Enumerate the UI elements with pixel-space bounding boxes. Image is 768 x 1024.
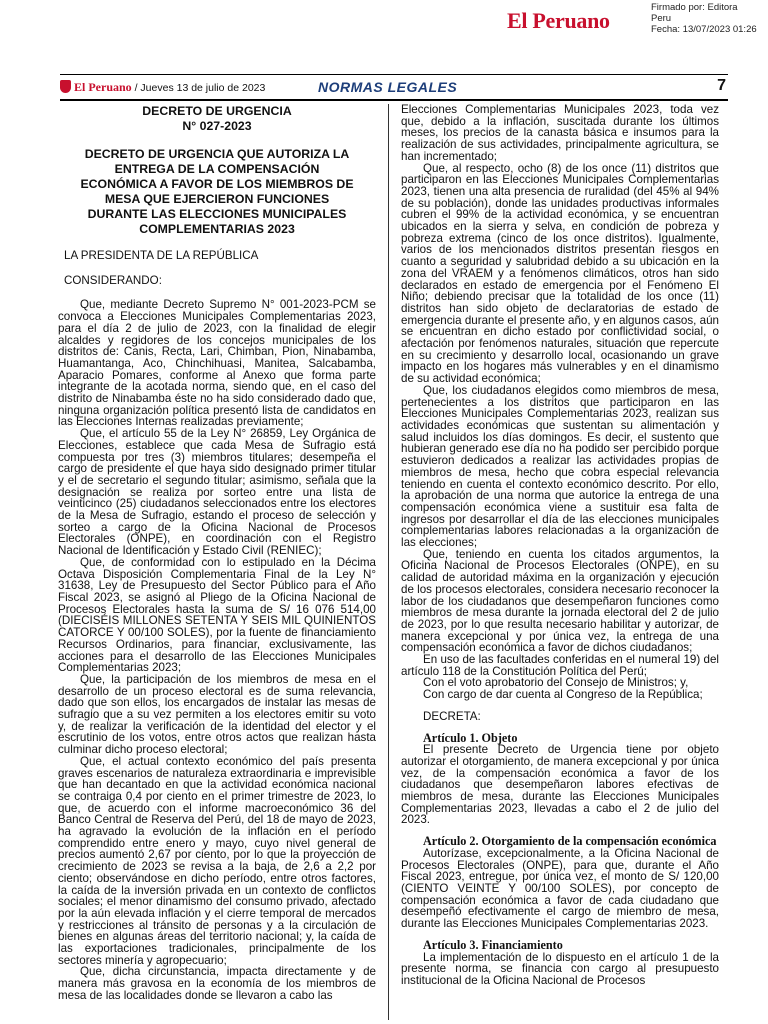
paragraph: Que, al respecto, ocho (8) de los once (11) distritos que participaron en las Elecciones Municipales Complementarias 2023, tienen una alta presencia de ruralidad (del 45% al 94% de su población), donde las unidades productivas informales cubren el 99% de la actividad económica, y se encuentran ubicados en la sierra y selva, en condición de pobreza y pobreza extrema (cinco de los once distritos). Igualmente, varios de los mencionados distritos presentan riesgos en cuanto a seguridad y salubridad debido a su ubicación en la zona del VRAEM y a fenómenos climáticos, otros han sido declarados en estado de emergencia por el Fenómeno El Niño; debiendo precisar que la totalidad de los once (11) distritos han sido objeto de declaratorias de estado de emergencia durante el presente año, y en algunos casos, aún se encuentran en dicho estado por conflictividad social, o afectación por fenómenos naturales, situación que repercute en su crecimiento y desarrollo local, ocasionando un grave impacto en los hogares más vulnerables y en el dinamismo de su actividad económica; xyxy=(401,161,719,386)
column-divider xyxy=(388,104,389,1020)
signature-logo: El Peruano xyxy=(507,8,610,33)
left-column xyxy=(58,104,376,1002)
article-2-text: Autorízase, excepcionalmente, a la Oficina Nacional de Procesos Electorales (ONPE), para que, durante el Año Fiscal 2023, entregue, por única vez, el monto de S/ 120,00 (CIENTO VEINTE Y 00/100 SOLES), por concepto de compensación económica a favor de cada ciudadano que desempeñó efectivamente el cargo de miembro de mesa, durante las Elecciones Municipales Complementarias 2023. xyxy=(401,846,719,931)
paragraph: Que, mediante Decreto Supremo N° 001-2023-PCM se convoca a Elecciones Municipales Complementarias 2023, para el día 2 de julio de 2023, con la finalidad de elegir alcaldes y regidores de los concejos municipales de los distritos de: Canis, Recta, Lari, Chimban, Pion, Ninabamba, Huamantanga, Aco, Chinchihuasi, Manitea, Salcabamba, Aparacio Pomares, conforme al Anexo que forma parte integrante de la acotada norma, siendo que, en el caso del distrito de Ninabamba éste no ha sido considerado dado que, ninguna organización política presentó lista de candidatos en las Elecciones Internas realizadas previamente; xyxy=(58,298,376,429)
paragraph: En uso de las facultades conferidas en el numeral 19) del artículo 118 de la Constitución Política del Perú; xyxy=(401,653,719,678)
paragraph: Elecciones Complementarias Municipales 2023, toda vez que, debido a la inflación, suscitada durante los últimos meses, los precios de la canasta básica e insumos para la realización de sus actividades, principalmente agricultura, se han incrementado; xyxy=(401,103,719,163)
decree-title: DECRETO DE URGENCIA xyxy=(142,104,292,118)
president-line: LA PRESIDENTA DE LA REPÚBLICA xyxy=(64,249,259,262)
paragraph: Que, de conformidad con lo estipulado en la Décima Octava Disposición Complementaria Final de la Ley N° 31638, Ley de Presupuesto del Sector Público para el Año Fiscal 2023, se asignó al Pliego de la Oficina Nacional de Procesos Electorales hasta la suma de S/ 16 076 514,00 (DIECISÉIS MILLONES SETENTA Y SEIS MIL QUINIENTOS CATORCE Y 00/100 SOLES), por la fuente de financiamiento Recursos Ordinarios, para financiar, exclusivamente, las acciones para el desarrollo de las Elecciones Municipales Complementarias 2023; xyxy=(58,555,376,675)
paragraph: Con cargo de dar cuenta al Congreso de la República; xyxy=(423,688,703,702)
paragraph: Que, el actual contexto económico del país presenta graves escenarios de naturaleza extraordinaria e imprevisible que han decantado en que la actividad económica nacional se contraiga 0,4 por ciento en el primer trimestre de 2023, lo que, de acuerdo con el informe macroeconómico 36 del Banco Central de Reserva del Perú, del 18 de mayo de 2023, ha agravado la evolución de la inflación en el período comprendido entre enero y mayo, cuyo nivel general de precios aumentó 2,67 por ciento, por lo que la proyección de crecimiento de 2023 se revisa a la baja, de 2,6 a 2,2 por ciento; observándose en dicho período, entre otros factores, la caída de la inversión privada en un contexto de conflictos sociales; el menor dinamismo del consumo privado, afectado por la aún elevada inflación y el cierre temporal de mercados y restricciones al tránsito de personas y a la circulación de bienes en algunas áreas del territorio nacional; y, la caída de las exportaciones tradicionales, principalmente de los sectores minería y agropecuario; xyxy=(58,754,376,967)
article-1-title: Artículo 1. Objeto xyxy=(423,730,518,745)
header-brand: El Peruano xyxy=(74,80,132,94)
article-2-title: Artículo 2. Otorgamiento de la compensación económica xyxy=(423,834,717,849)
article-1-text: El presente Decreto de Urgencia tiene por objeto autorizar el otorgamiento, de manera excepcional y por única vez, de la compensación económica a favor de los ciudadanos que desempeñaron labores efectivas de miembros de mesa, durante las Elecciones Municipales Complementarias 2023, llevadas a cabo el 2 de julio del 2023. xyxy=(401,743,719,827)
digital-signature xyxy=(0,0,768,40)
page-number: 7 xyxy=(717,77,726,94)
decree-heading: DECRETO DE URGENCIA QUE AUTORIZA LA ENTREGA DE LA COMPENSACIÓN ECONÓMICA A FAVOR DE LOS MIEMBROS DE MESA QUE EJERCIERON FUNCIONES DURANTE LAS ELECCIONES MUNICIPALES COMPLEMENTARIAS 2023 xyxy=(80,147,354,236)
paragraph: Que, los ciudadanos elegidos como miembros de mesa, pertenecientes a los distritos que participaron en las Elecciones Municipales Complementarias 2023, realizan sus actividades económicas que sustentan su alimentación y salud incluidos los días domingos. Es decir, el sustento que hubieran generado ese día no ha podido ser percibido porque estuvieron dedicados a realizar las actividades propias de miembros de mesa, hecho que cobra especial relevancia teniendo en cuenta el contexto económico descrito. Por ello, la aprobación de una norma que autorice la entrega de una compensación económica viene a sustituir esa falta de ingresos por desarrollar el día de las elecciones municipales complementarias labores relacionadas a la organización de las elecciones; xyxy=(401,383,719,550)
article-3-title: Artículo 3. Financiamiento xyxy=(423,937,563,952)
signature-line: Fecha: 13/07/2023 01:26 xyxy=(651,24,757,35)
paragraph: Que, la participación de los miembros de mesa en el desarrollo de un proceso electoral es de suma relevancia, dado que son ellos, los encargados de instalar las mesas de sufragio que a su vez permiten a los electores emitir su voto y, de realizar la verificación de la identidad del elector y el escrutinio de los votos, entre otros actos que realizan hasta culminar dicho proceso electoral; xyxy=(58,672,376,757)
paragraph: Que, el artículo 55 de la Ley N° 26859, Ley Orgánica de Elecciones, establece que cada Mesa de Sufragio está compuesta por tres (3) miembros titulares; desempeña el cargo de presidente el que haya sido designado primer titular y el de secretario el segundo titular; asimismo, señala que la designación se realiza por sorteo entre una lista de veinticinco (25) ciudadanos seleccionados entre los electores de la Mesa de Sufragio, estando el proceso de selección y sorteo a cargo de la Oficina Nacional de Procesos Electorales (ONPE), en coordinación con el Registro Nacional de Identificación y Estado Civil (RENIEC); xyxy=(58,427,376,558)
page-header xyxy=(60,74,728,101)
signature-line: Firmado por: Editora xyxy=(651,2,738,13)
paragraph: Que, teniendo en cuenta los citados argumentos, la Oficina Nacional de Procesos Electorales (ONPE), en su calidad de autoridad máxima en la organización y ejecución de los procesos electorales, considera necesario reconocer la labor de los ciudadanos que desempeñaron funciones como miembros de mesa durante la jornada electoral del 2 de julio de 2023, por lo que resulta necesario habilitar y autorizar, de manera excepcional y por única vez, la entrega de una compensación económica a favor de dichos ciudadanos; xyxy=(401,547,719,655)
header-rule xyxy=(60,99,728,101)
header-date: / Jueves 13 de julio de 2023 xyxy=(131,82,266,94)
header-logo xyxy=(60,80,265,95)
article-3-text: La implementación de lo dispuesto en el artículo 1 de la presente norma, se financia con cargo al presupuesto institucional de la Oficina Nacional de Procesos xyxy=(401,950,719,987)
considerando-label: CONSIDERANDO: xyxy=(64,273,162,287)
decree-number: N° 027-2023 xyxy=(182,119,252,133)
paragraph: Que, dicha circunstancia, impacta directamente y de manera más gravosa en la economía de los miembros de mesa de las localidades donde se llevaron a cabo las xyxy=(58,965,376,1002)
signature-text xyxy=(651,2,757,35)
signature-line: Peru xyxy=(651,13,672,24)
paragraph: Con el voto aprobatorio del Consejo de Ministros; y, xyxy=(423,676,689,690)
right-column xyxy=(401,104,719,987)
decreta-label: DECRETA: xyxy=(423,709,481,723)
coat-of-arms-icon xyxy=(60,80,71,93)
section-title: NORMAS LEGALES xyxy=(318,79,458,95)
